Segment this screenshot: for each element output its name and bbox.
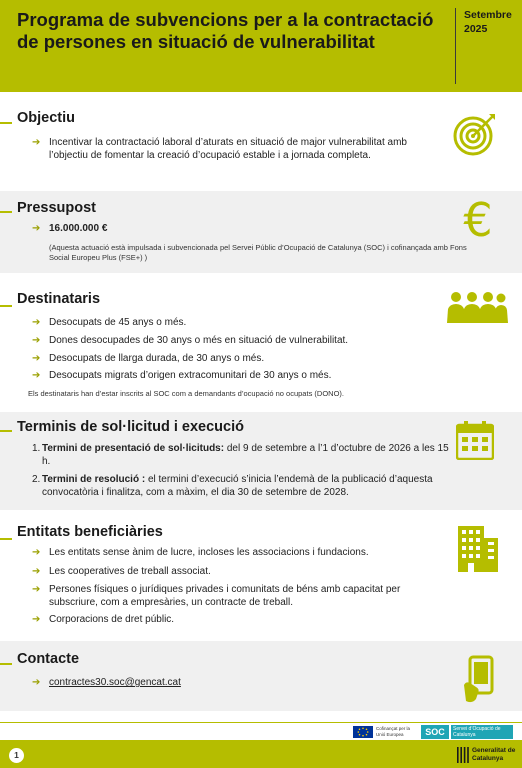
arrow-icon: ➔ — [32, 353, 41, 364]
list-item: ➔ Les entitats sense ànim de lucre, incloses les associacions i fundacions. — [32, 547, 369, 558]
arrow-icon: ➔ — [32, 335, 41, 346]
destinataris-note: Els destinataris han d’estar inscrits al SOC com a demandants d’ocupació no ocupats (DONO). — [28, 389, 344, 398]
section-pressupost — [0, 191, 522, 273]
list-item: ➔ Corporacions de dret públic. — [32, 614, 175, 625]
page-title: Programa de subvencions per a la contractació de persones en situació de vulnerabilitat — [17, 9, 434, 52]
list-item: ➔ Les cooperatives de treball associat. — [32, 566, 211, 577]
email-link[interactable]: contractes30.soc@gencat.cat — [49, 677, 181, 688]
section-objectiu — [0, 104, 522, 180]
section-contacte — [0, 641, 522, 711]
generalitat-text: Generalitat de Catalunya — [472, 747, 516, 762]
section-title-pressupost: Pressupost — [17, 200, 96, 216]
header-banner — [0, 0, 522, 92]
section-marker — [0, 538, 12, 540]
budget-amount: ➔ 16.000.000 € — [32, 223, 108, 234]
section-terminis — [0, 412, 522, 510]
list-item: ➔ Persones físiques o jurídiques privades i comunitats de béns amb capacitat per subscriure, com a empresàries, un contracte de treball. — [32, 584, 401, 608]
publication-date: Setembre 2025 — [455, 8, 515, 84]
section-marker — [0, 430, 12, 432]
section-title-terminis: Terminis de sol·licitud i execució — [17, 419, 244, 435]
smartphone-icon — [462, 655, 498, 705]
section-title-contacte: Contacte — [17, 651, 80, 667]
section-marker — [0, 211, 12, 213]
generalitat-logo — [457, 746, 517, 764]
section-marker — [0, 663, 12, 665]
arrow-icon: ➔ — [32, 614, 41, 625]
section-destinataris — [0, 285, 522, 405]
arrow-icon: ➔ — [32, 317, 41, 328]
section-entitats — [0, 518, 522, 636]
section-marker — [0, 122, 12, 124]
arrow-icon: ➔ — [32, 566, 41, 577]
list-item: ➔ Dones desocupades de 30 anys o més en situació de vulnerabilitat. — [32, 335, 349, 346]
section-marker — [0, 305, 12, 307]
section-title-destinataris: Destinataris — [17, 291, 101, 307]
people-group-icon — [446, 289, 508, 325]
generalitat-emblem-icon — [457, 747, 469, 763]
target-icon — [453, 112, 497, 156]
list-item: ➔ Desocupats migrats d’origen extracomunitari de 30 anys o més. — [32, 370, 332, 381]
page-number: 1 — [9, 748, 24, 763]
soc-label: SOC — [421, 725, 449, 739]
arrow-icon: ➔ — [32, 677, 41, 688]
calendar-icon — [456, 420, 494, 460]
eu-cofunded-text: Cofinançat per la Unió Europea — [376, 726, 411, 737]
euro-icon: € — [463, 193, 493, 247]
arrow-icon: ➔ — [32, 223, 41, 234]
arrow-icon: ➔ — [32, 137, 41, 148]
deadline-resolution: 2. Termini de resolució : el termini d’execució s’inicia l’endemà de la publicació d’aquesta convocatòria i finalitza, com a màxim, el dia 30 de setembre de 2028. — [32, 474, 433, 498]
arrow-icon: ➔ — [32, 547, 41, 558]
soc-text: Servei d’Ocupació de Catalunya — [451, 725, 513, 739]
deadline-application: 1. Termini de presentació de sol·licituds: del 9 de setembre a l’1 d’octubre de 2026 a les 15 h. — [32, 443, 449, 467]
section-title-objectiu: Objectiu — [17, 110, 76, 126]
section-title-entitats: Entitats beneficiàries — [17, 524, 163, 540]
eu-cofunded-logo — [353, 726, 415, 738]
arrow-icon: ➔ — [32, 370, 41, 381]
list-item: ➔ Desocupats de 45 anys o més. — [32, 317, 187, 328]
arrow-icon: ➔ — [32, 584, 41, 595]
office-building-icon — [456, 524, 500, 574]
list-item: ➔ Desocupats de llarga durada, de 30 anys o més. — [32, 353, 265, 364]
objectiu-text: ➔ Incentivar la contractació laboral d’aturats en situació de major vulnerabilitat amb l’objectiu de fomentar la creació d’ocupació estable i a jornada completa. — [32, 137, 407, 161]
footer-divider — [0, 722, 522, 723]
contact-email — [32, 676, 412, 689]
budget-note: (Aquesta actuació està impulsada i subvencionada pel Servei Públic d’Ocupació de Catalunya (SOC) i cofinançada amb Fons Social Europeu Plus (FSE+) ) — [49, 243, 467, 262]
eu-flag-icon — [353, 726, 373, 738]
footer-bar — [0, 740, 522, 768]
soc-logo — [421, 725, 513, 739]
